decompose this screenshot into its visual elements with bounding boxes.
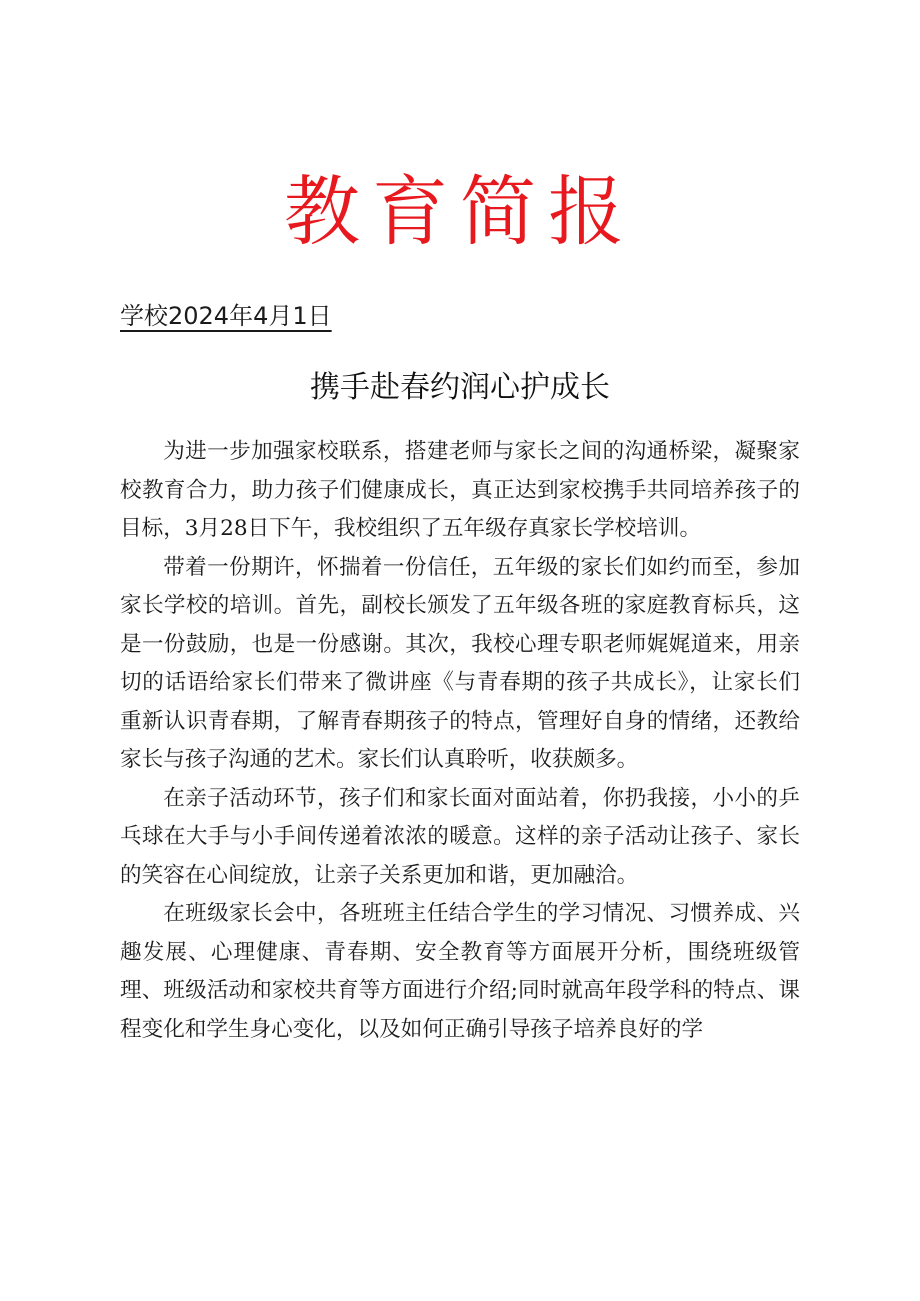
paragraph: 为进一步加强家校联系，搭建老师与家长之间的沟通桥梁，凝聚家校教育合力，助力孩子们健康成长，真正达到家校携手共同培养孩子的目标，3月28日下午，我校组织了五年级存真家长学校培训。 (120, 439, 800, 541)
article-body (120, 433, 800, 1049)
masthead-title: 教育简报 (284, 167, 636, 256)
dateline: 学校2024年4月1日 (120, 302, 332, 330)
paragraph: 在亲子活动环节，孩子们和家长面对面站着，你扔我接，小小的乒乓球在大手与小手间传递着浓浓的暖意。这样的亲子活动让孩子、家长的笑容在心间绽放，让亲子关系更加和谐，更加融洽。 (120, 785, 800, 888)
article-title: 携手赴春约润心护成长 (310, 370, 610, 405)
paragraph: 在班级家长会中，各班班主任结合学生的学习情况、习惯养成、兴趣发展、心理健康、青春期、安全教育等方面展开分析，围绕班级管理、班级活动和家校共育等方面进行介绍;同时就高年段学科的特点、课程变化和学生身心变化，以及如何正确引导孩子培养良好的学 (120, 901, 800, 1042)
paragraph: 带着一份期许，怀揣着一份信任，五年级的家长们如约而至，参加家长学校的培训。首先，副校长颁发了五年级各班的家庭教育标兵，这是一份鼓励，也是一份感谢。其次，我校心理专职老师娓娓道来，用亲切的话语给家长们带来了微讲座《与青春期的孩子共成长》，让家长们重新认识青春期，了解青春期孩子的特点，管理好自身的情绪，还教给家长与孩子沟通的艺术。家长们认真聆听，收获颇多。 (120, 554, 800, 772)
